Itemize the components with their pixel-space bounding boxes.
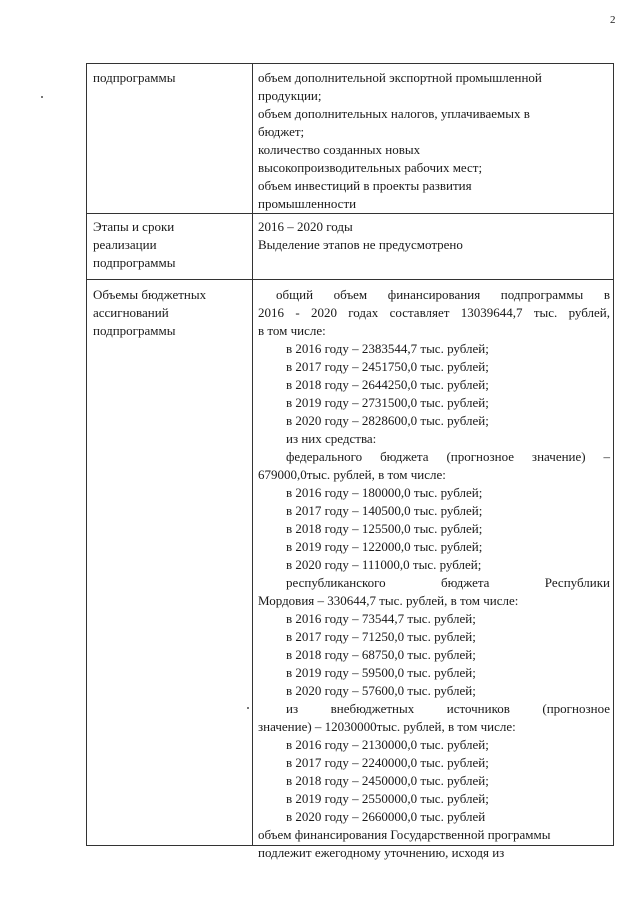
content-line: в 2016 году – 2130000,0 тыс. рублей; bbox=[286, 737, 489, 752]
content-line: в 2017 году – 2240000,0 тыс. рублей; bbox=[286, 755, 489, 770]
content-line: в 2017 году – 2451750,0 тыс. рублей; bbox=[286, 359, 489, 374]
content-line: в 2020 году – 57600,0 тыс. рублей; bbox=[286, 683, 476, 698]
content-line: в 2018 году – 125500,0 тыс. рублей; bbox=[286, 521, 483, 536]
content-line: 2016 – 2020 годы bbox=[258, 219, 353, 234]
content-line: в 2019 году – 2731500,0 тыс. рублей; bbox=[286, 395, 489, 410]
content-line: объем дополнительных налогов, уплачиваемых в bbox=[258, 106, 530, 121]
row-content bbox=[258, 69, 610, 213]
content-line: Выделение этапов не предусмотрено bbox=[258, 237, 463, 252]
content-line: общий объем финансирования подпрограммы в bbox=[276, 287, 610, 302]
content-line: в 2018 году – 68750,0 тыс. рублей; bbox=[286, 647, 476, 662]
content-line: в 2020 году – 2660000,0 тыс. рублей bbox=[286, 809, 486, 824]
table-row-stages bbox=[87, 214, 613, 280]
label-line: ассигнований bbox=[93, 305, 169, 320]
content-line: федерального бюджета (прогнозное значение) – bbox=[286, 449, 610, 464]
content-line: промышленности bbox=[258, 196, 357, 211]
row-content bbox=[258, 286, 610, 862]
content-line: республиканского бюджета Республики bbox=[286, 575, 610, 590]
content-line: в 2018 году – 2450000,0 тыс. рублей; bbox=[286, 773, 489, 788]
content-line: объем дополнительной экспортной промышленной bbox=[258, 70, 542, 85]
content-line: бюджет; bbox=[258, 124, 305, 139]
content-line: объем финансирования Государственной программы bbox=[258, 827, 551, 842]
content-line: подлежит ежегодному уточнению, исходя из bbox=[258, 845, 505, 860]
content-line: в 2017 году – 140500,0 тыс. рублей; bbox=[286, 503, 483, 518]
subprogram-passport-table bbox=[86, 63, 614, 860]
label-line: Этапы и сроки bbox=[93, 219, 175, 234]
table-row-budget bbox=[87, 280, 613, 860]
row-label bbox=[93, 218, 248, 272]
content-line: в 2020 году – 111000,0 тыс. рублей; bbox=[286, 557, 482, 572]
content-line: 679000,0тыс. рублей, в том числе: bbox=[258, 467, 446, 482]
table-row-indicators bbox=[87, 64, 613, 214]
label-line: Объемы бюджетных bbox=[93, 287, 207, 302]
content-line: в 2020 году – 2828600,0 тыс. рублей; bbox=[286, 413, 489, 428]
content-line: в 2016 году – 2383544,7 тыс. рублей; bbox=[286, 341, 489, 356]
content-line: в 2019 году – 122000,0 тыс. рублей; bbox=[286, 539, 483, 554]
content-line: в 2018 году – 2644250,0 тыс. рублей; bbox=[286, 377, 489, 392]
content-line: значение) – 12030000тыс. рублей, в том числе: bbox=[258, 719, 516, 734]
row-content bbox=[258, 218, 610, 254]
content-line: Мордовия – 330644,7 тыс. рублей, в том числе: bbox=[258, 593, 519, 608]
content-line: в 2016 году – 180000,0 тыс. рублей; bbox=[286, 485, 483, 500]
content-line: в 2019 году – 59500,0 тыс. рублей; bbox=[286, 665, 476, 680]
page-number: 2 bbox=[610, 14, 616, 26]
scan-speck bbox=[41, 96, 43, 98]
label-line: реализации bbox=[93, 237, 157, 252]
content-line: в 2017 году – 71250,0 тыс. рублей; bbox=[286, 629, 476, 644]
scan-speck bbox=[247, 707, 249, 709]
label-line: подпрограммы bbox=[93, 323, 176, 338]
content-line: из них средства: bbox=[286, 431, 377, 446]
label-line: подпрограммы bbox=[93, 255, 176, 270]
content-line: в 2016 году – 73544,7 тыс. рублей; bbox=[286, 611, 476, 626]
label-line: подпрограммы bbox=[93, 70, 176, 85]
content-line: 2016 - 2020 годах составляет 13039644,7 тыс. рублей, bbox=[258, 305, 610, 320]
row-label bbox=[93, 69, 248, 87]
content-line: продукции; bbox=[258, 88, 322, 103]
row-label bbox=[93, 286, 248, 340]
content-line: из внебюджетных источников (прогнозное bbox=[286, 701, 610, 716]
content-line: высокопроизводительных рабочих мест; bbox=[258, 160, 483, 175]
content-line: в том числе: bbox=[258, 323, 326, 338]
content-line: в 2019 году – 2550000,0 тыс. рублей; bbox=[286, 791, 489, 806]
content-line: объем инвестиций в проекты развития bbox=[258, 178, 472, 193]
content-line: количество созданных новых bbox=[258, 142, 421, 157]
